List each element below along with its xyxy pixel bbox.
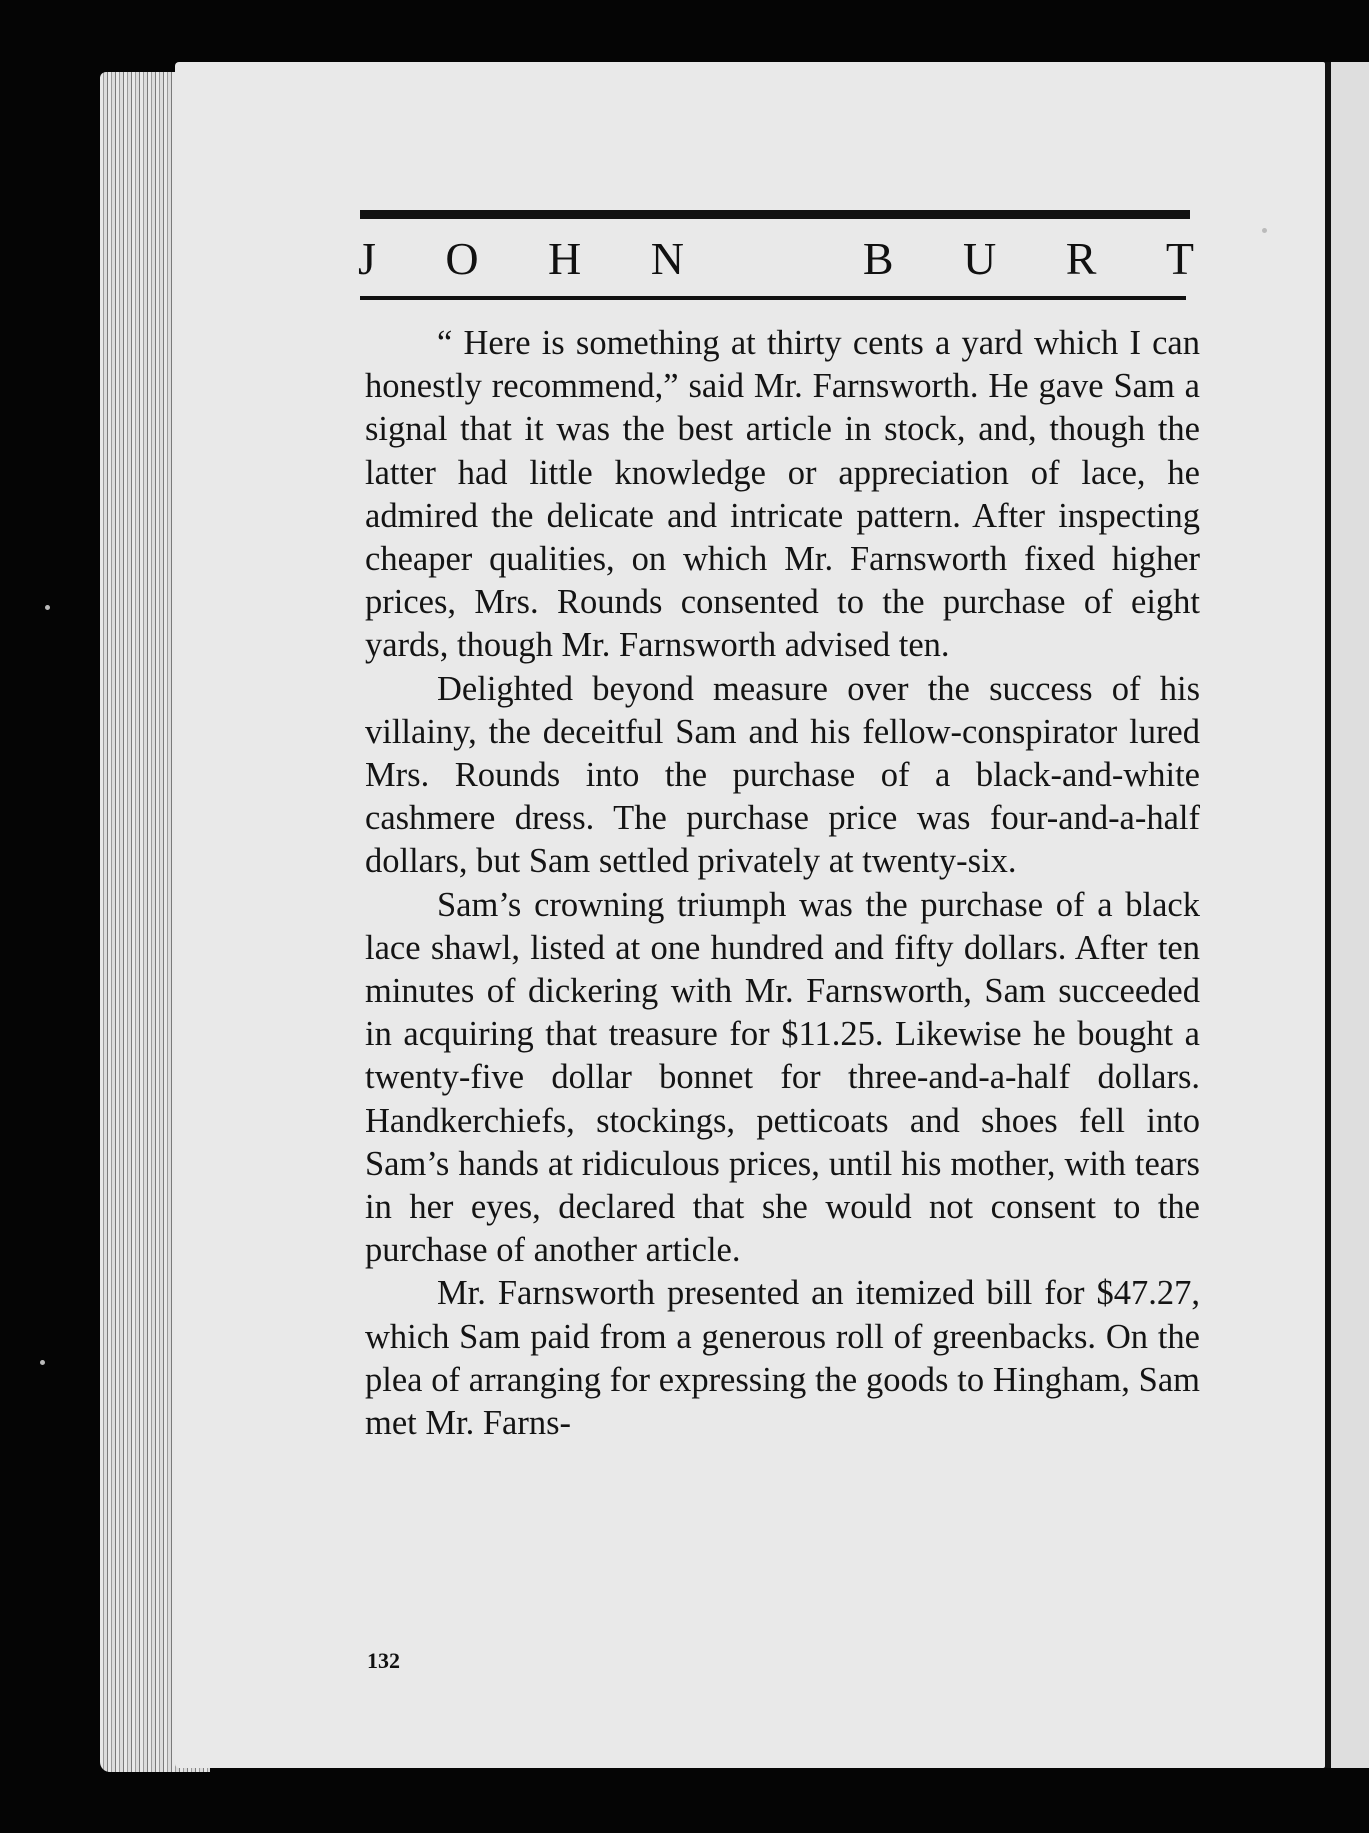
running-head-letter: J xyxy=(358,233,376,284)
running-head-word-gap xyxy=(753,232,793,292)
scan-speck xyxy=(45,605,50,610)
running-head-letter: O xyxy=(445,233,479,284)
scan-speck xyxy=(40,1360,45,1365)
running-head-letter: H xyxy=(548,233,582,284)
adjacent-page-sliver xyxy=(1331,62,1369,1768)
paragraph: “ Here is something at thirty cents a yard which I can honestly recommend,” said Mr. Farnsworth. He gave Sam a signal that it was the best article in stock, and, though the latter had little knowledge or appreciation of lace, he admired the delicate and intricate pattern. After inspecting cheaper qualities, on which Mr. Farnsworth fixed higher prices, Mrs. Rounds consented to the purchase of eight yards, though Mr. Farnsworth advised ten. xyxy=(365,324,1200,665)
page-number: 132 xyxy=(367,1648,400,1673)
running-head-letter: N xyxy=(650,233,684,284)
running-head-letter: U xyxy=(963,233,997,284)
header-rule-top xyxy=(360,210,1190,219)
running-head-letter: R xyxy=(1065,233,1097,284)
running-head-letter: B xyxy=(862,233,894,284)
header-rule-bottom xyxy=(360,296,1186,300)
paragraph: Mr. Farnsworth presented an itemized bill for $47.27, which Sam paid from a generous roll of greenbacks. On the plea of arranging for expressing the goods to Hingham, Sam met Mr. Farns- xyxy=(365,1274,1200,1443)
scan-speck xyxy=(1262,228,1267,233)
body-text xyxy=(365,322,1200,1445)
paragraph: Delighted beyond measure over the success of his villainy, the deceitful Sam and his fellow-conspirator lured Mrs. Rounds into the purchase of a black-and-white cashmere dress. The purchase price was four-and-a-half dollars, but Sam settled privately at twenty-six. xyxy=(365,669,1200,881)
running-head xyxy=(358,232,1194,292)
paragraph: Sam’s crowning triumph was the purchase of a black lace shawl, listed at one hundred and fifty dollars. After ten minutes of dickering with Mr. Farnsworth, Sam succeeded in acquiring that treasure for $11.25. Likewise he bought a twenty-five dollar bonnet for three-and-a-half dollars. Handkerchiefs, stockings, petticoats and shoes fell into Sam’s hands at ridiculous prices, until his mother, with tears in her eyes, declared that she would not consent to the purchase of another article. xyxy=(365,885,1200,1270)
running-head-letter: T xyxy=(1165,233,1194,284)
